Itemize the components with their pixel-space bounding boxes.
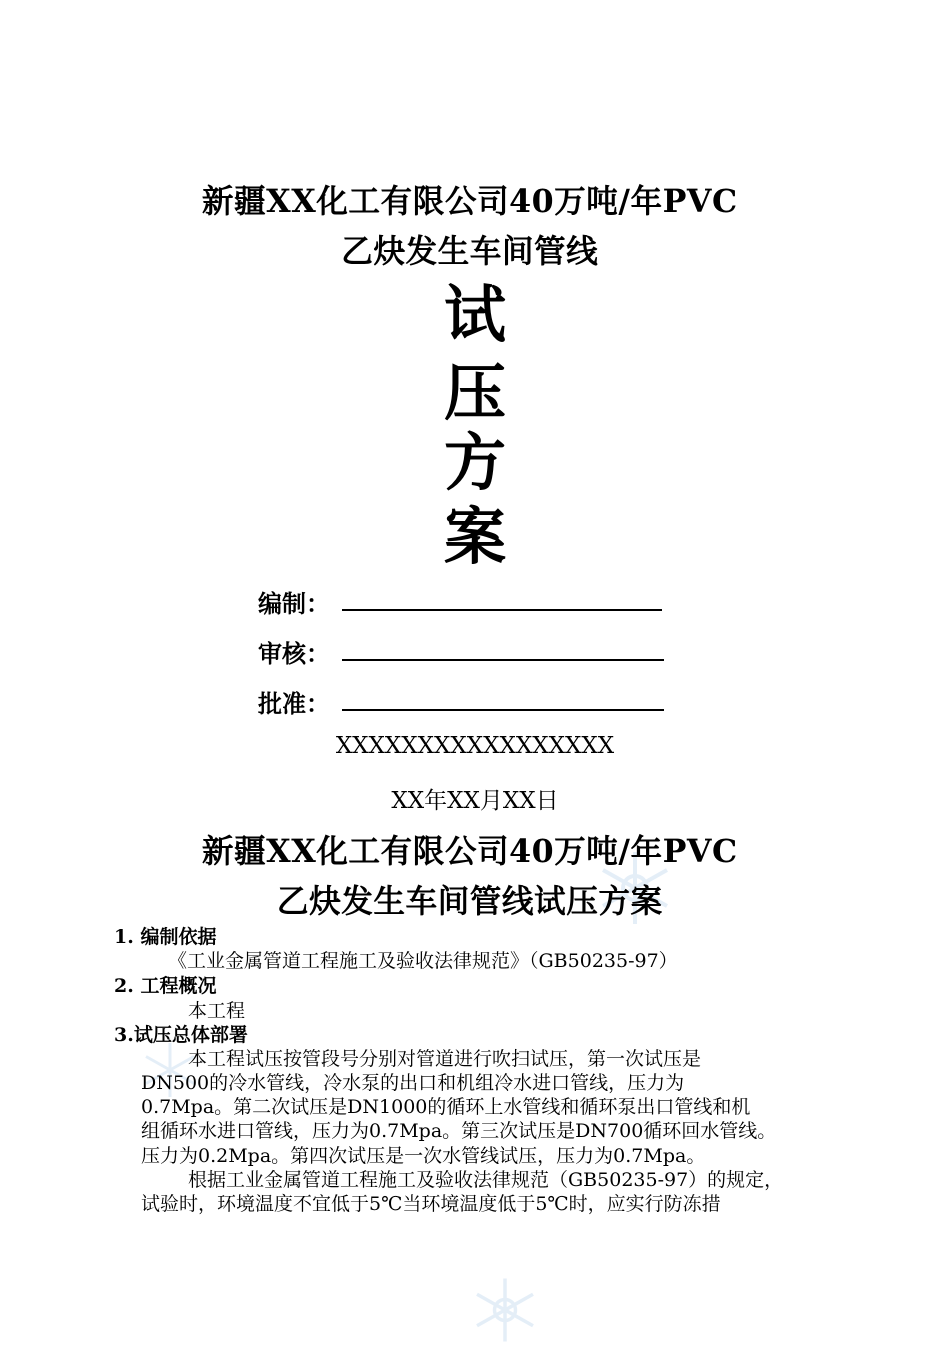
snowflake-watermark-icon (470, 1275, 540, 1345)
signature-line-approve[interactable] (342, 709, 664, 711)
doc-title-line-1: 新疆XX化工有限公司40万吨/年PVC (201, 832, 738, 870)
signature-line-review[interactable] (342, 659, 664, 661)
section-heading: 3.试压总体部署 (114, 1024, 248, 1046)
cover-big-char: 方 (443, 426, 506, 499)
section-body-line: 组循环水进口管线，压力为0.7Mpa。第三次试压是DN700循环回水管线。 (141, 1120, 777, 1142)
section-body-line: DN500的冷水管线，冷水泵的出口和机组冷水进口管线，压力为 (141, 1072, 685, 1094)
section-body-line: 根据工业金属管道工程施工及验收法律规范（GB50235-97）的规定， (188, 1169, 784, 1191)
section-body-line: 0.7Mpa。第二次试压是DN1000的循环上水管线和循环泵出口管线和机 (141, 1096, 751, 1118)
signature-label-approve: 批准： (258, 689, 330, 718)
section-body-line: 《工业金属管道工程施工及验收法律规范》（GB50235-97） (168, 950, 678, 972)
cover-organization: XXXXXXXXXXXXXXXXX (335, 733, 615, 759)
cover-title-line-1: 新疆XX化工有限公司40万吨/年PVC (201, 182, 738, 220)
doc-title-line-2: 乙炔发生车间管线试压方案 (276, 882, 663, 920)
signature-line-compile[interactable] (342, 609, 662, 611)
cover-date: XX年XX月XX日 (391, 788, 559, 814)
signature-label-review: 审核： (258, 639, 330, 668)
section-heading: 2. 工程概况 (114, 975, 217, 997)
cover-big-char: 试 (443, 278, 506, 351)
section-heading: 1. 编制依据 (114, 926, 217, 948)
signature-label-compile: 编制： (258, 589, 330, 618)
cover-big-char: 压 (443, 356, 506, 429)
section-body-line: 本工程 (188, 1000, 246, 1022)
section-body-line: 试验时，环境温度不宜低于5℃当环境温度低于5℃时，应实行防冻措 (141, 1193, 721, 1215)
cover-big-char: 案 (443, 500, 506, 573)
cover-title-line-2: 乙炔发生车间管线 (341, 232, 599, 270)
section-body-line: 本工程试压按管段号分别对管道进行吹扫试压，第一次试压是 (188, 1048, 702, 1070)
section-body-line: 压力为0.2Mpa。第四次试压是一次水管线试压，压力为0.7Mpa。 (141, 1145, 706, 1167)
